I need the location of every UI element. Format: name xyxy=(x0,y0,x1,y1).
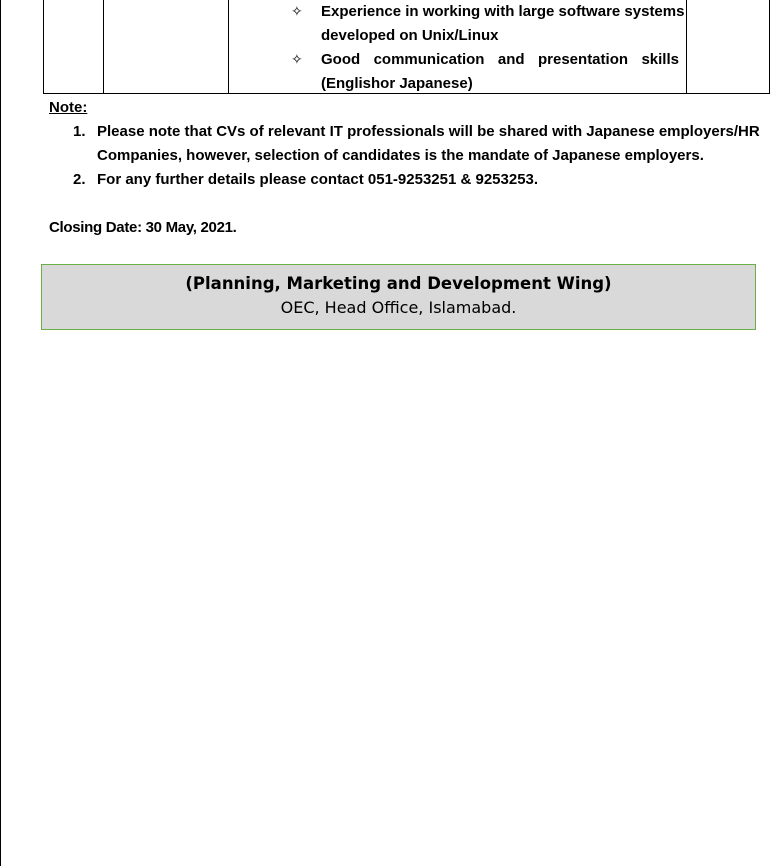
requirement-line-justified xyxy=(321,48,679,72)
requirement-word: communication xyxy=(373,51,485,68)
requirement-word: presentation xyxy=(538,51,629,68)
footer-box xyxy=(41,264,756,330)
footer-title: (Planning, Marketing and Development Wing) xyxy=(185,274,612,293)
requirements-table xyxy=(43,0,770,94)
requirement-text xyxy=(321,48,679,96)
table-column-divider xyxy=(228,0,229,93)
requirement-line: (Englishor Japanese) xyxy=(321,75,473,92)
footer-subtitle: OEC, Head Office, Islamabad. xyxy=(280,298,517,317)
requirements-cell xyxy=(237,0,685,93)
requirement-word: Good xyxy=(321,51,361,68)
table-column-divider xyxy=(103,0,104,93)
note-item-text: Companies, however, selection of candidates is the mandate of Japanese employers. xyxy=(97,147,704,164)
requirement-line: Experience in working with large software systems xyxy=(321,3,685,20)
requirement-word: skills xyxy=(641,51,679,68)
note-item-number: 1. xyxy=(73,123,86,140)
closing-date: Closing Date: 30 May, 2021. xyxy=(49,219,237,236)
four-point-star-bullet-icon: ✧ xyxy=(291,52,303,68)
requirement-line: developed on Unix/Linux xyxy=(321,27,499,44)
note-heading: Note: xyxy=(49,99,88,116)
note-item-number: 2. xyxy=(73,171,86,188)
requirement-word: and xyxy=(497,51,525,68)
four-point-star-bullet-icon: ✧ xyxy=(291,4,303,20)
page-left-edge xyxy=(0,0,1,866)
note-item-text: For any further details please contact 051-9253251 & 9253253. xyxy=(97,171,539,188)
note-item-text: Please note that CVs of relevant IT professionals will be shared with Japanese employers/HR xyxy=(97,123,760,140)
requirement-text xyxy=(321,0,685,48)
table-column-divider xyxy=(686,0,687,93)
